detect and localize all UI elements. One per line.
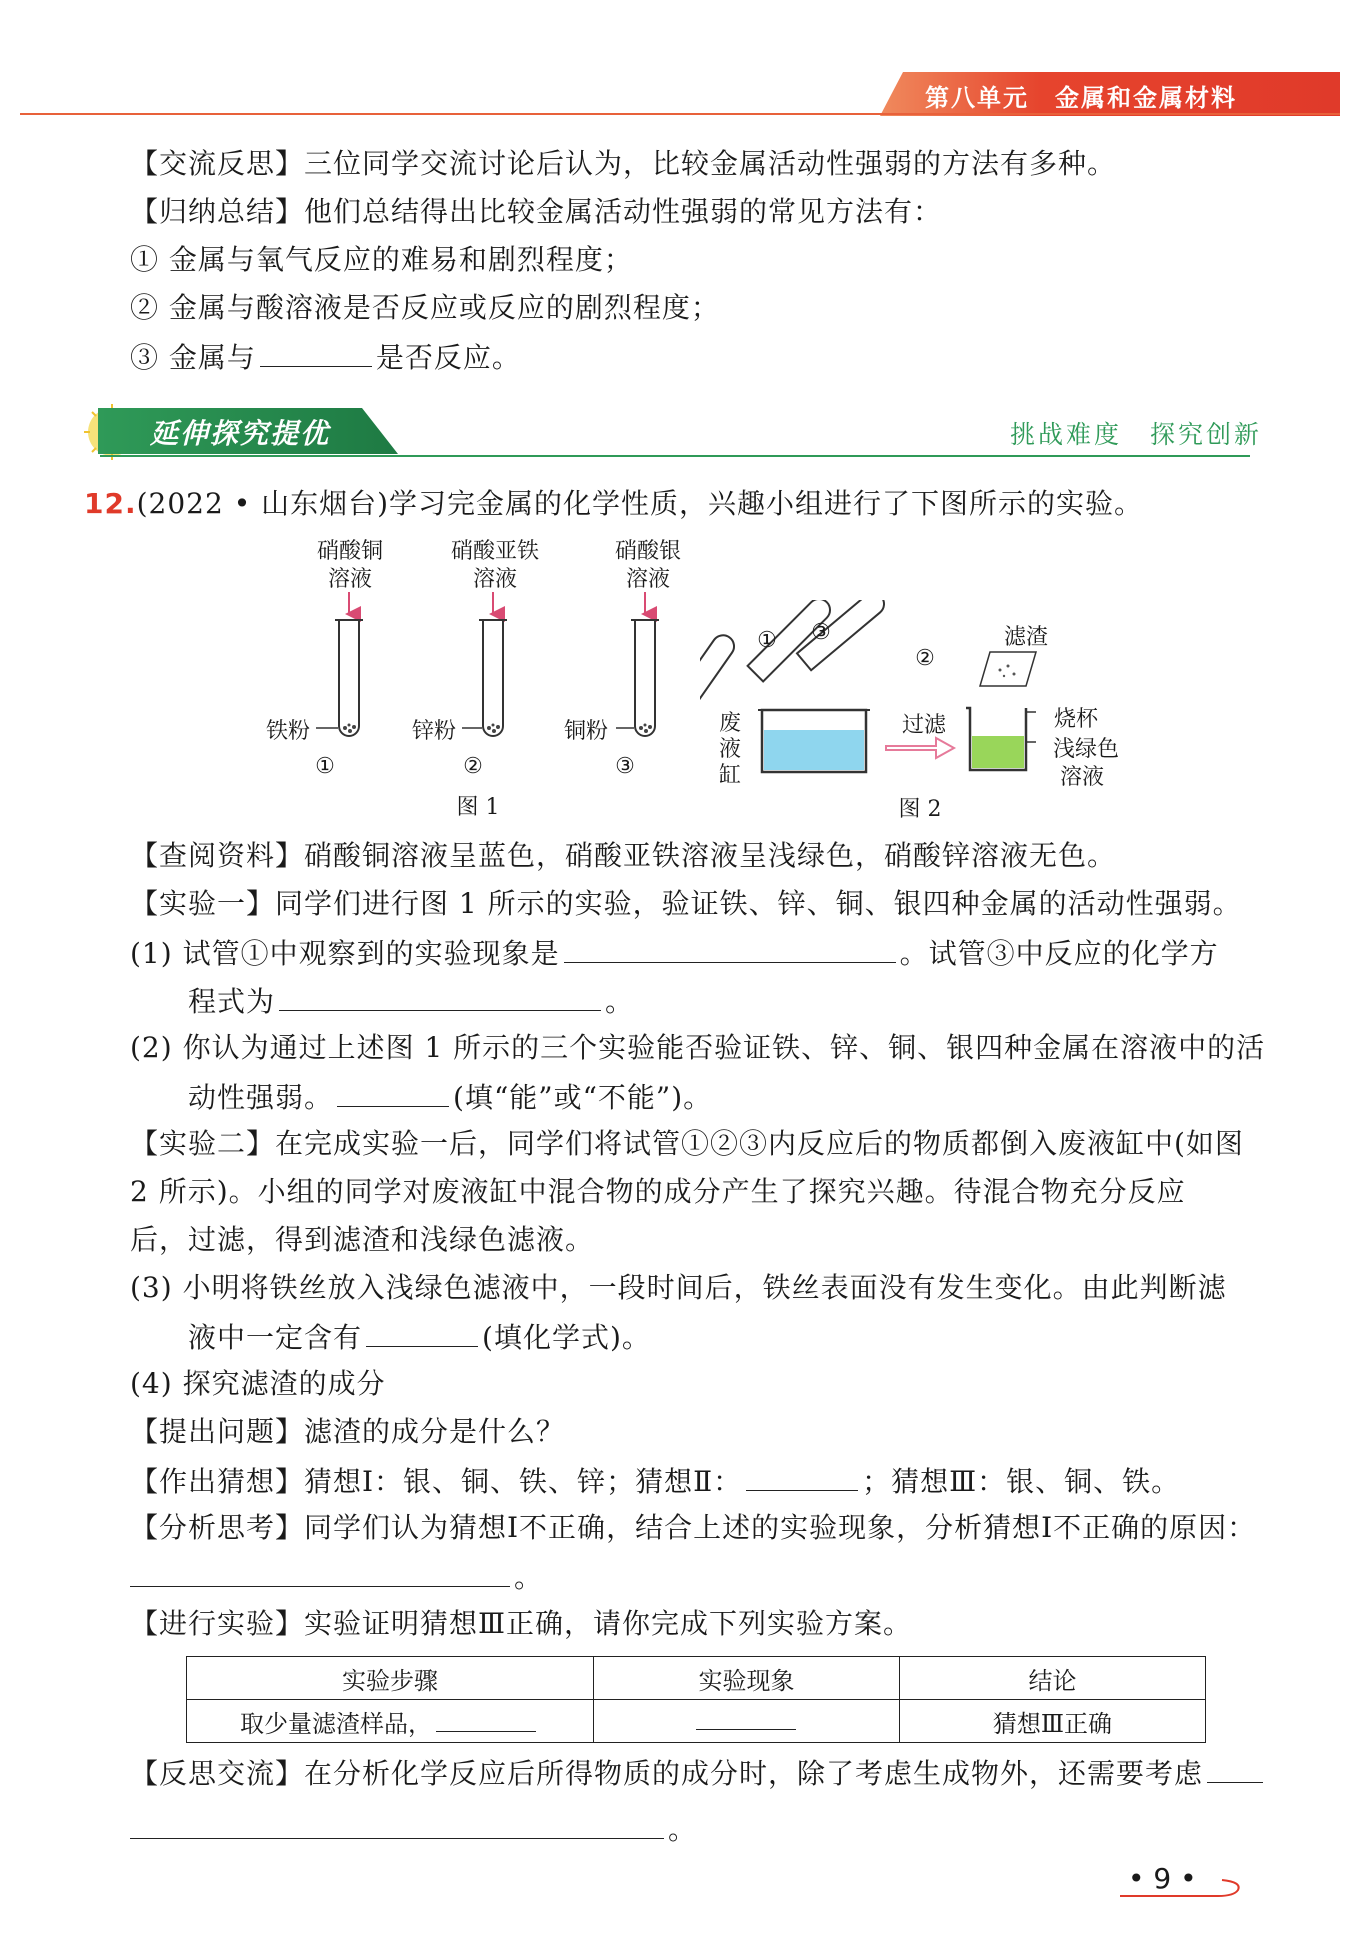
figure2-caption: 图 2 xyxy=(898,797,942,822)
beaker-label: 烧杯 xyxy=(1053,707,1098,732)
tube2-solid: 锌粉 xyxy=(411,719,456,744)
table-cell-step xyxy=(187,1700,594,1743)
reflection-text: 【反思交流】在分析化学反应后所得物质的成分时，除了考虑生成物外，还需要考虑 xyxy=(130,1757,1204,1790)
answer-blank-reflection-b[interactable] xyxy=(130,1808,664,1839)
tube1-index: ① xyxy=(315,754,335,779)
unit-title: 第八单元 金属和金属材料 xyxy=(925,84,1237,112)
table-cell-conclusion: 猜想Ⅲ正确 xyxy=(899,1700,1205,1743)
tube2-index: ② xyxy=(463,754,483,779)
table-header-phenomenon: 实验现象 xyxy=(593,1657,899,1700)
table-cell-phenomenon xyxy=(593,1700,899,1743)
q1-text-c: 程式为 xyxy=(188,985,276,1018)
reflection-line1 xyxy=(130,1752,1267,1794)
text-line-4: ② 金属与酸溶液是否反应或反应的剧烈程度； xyxy=(130,291,720,324)
fig2-tube-label-2: ② xyxy=(915,646,935,671)
tube3-solid: 铜粉 xyxy=(563,719,608,744)
answer-blank-step[interactable] xyxy=(436,1709,536,1732)
table-header-row xyxy=(187,1657,1206,1700)
answer-blank-q2[interactable] xyxy=(337,1076,449,1107)
hypothesis-text-a: 【作出猜想】猜想Ⅰ：银、铜、铁、锌；猜想Ⅱ： xyxy=(130,1465,743,1498)
page-swoosh-icon xyxy=(1118,1872,1248,1902)
q1-text-b: 。试管③中反应的化学方 xyxy=(899,937,1219,970)
figure1-tubes-drawing xyxy=(250,590,690,750)
waste-label-1: 废 xyxy=(718,711,741,736)
sub-question-1-line2 xyxy=(188,980,634,1022)
tube2-reagent-line1: 硝酸亚铁 xyxy=(450,539,539,564)
answer-blank-analysis[interactable] xyxy=(130,1556,510,1587)
q1-text-d: 。 xyxy=(605,985,635,1018)
question-source: (2022 • 山东烟台) xyxy=(136,487,390,520)
hypothesis xyxy=(130,1460,1180,1502)
tube3-reagent-line2: 溶液 xyxy=(625,567,670,592)
figure2-drawing xyxy=(700,600,1040,780)
raise-question: 【提出问题】滤渣的成分是什么？ xyxy=(130,1415,566,1448)
answer-blank-hypothesis-2[interactable] xyxy=(746,1460,858,1491)
header-rule xyxy=(20,113,1340,115)
page-number: • 9 • xyxy=(1128,1862,1197,1895)
section-subtitle: 挑战难度 探究创新 xyxy=(1010,420,1263,449)
fig2-tube-label-1: ① xyxy=(757,628,777,653)
answer-blank-1[interactable] xyxy=(260,336,372,367)
answer-blank-phenomenon[interactable] xyxy=(696,1707,796,1730)
text-line-2: 【归纳总结】他们总结得出比较金属活动性强弱的常见方法有： xyxy=(130,195,943,228)
tube3-index: ③ xyxy=(615,754,635,779)
conduct-experiment: 【进行实验】实验证明猜想Ⅲ正确，请你完成下列实验方案。 xyxy=(130,1607,913,1640)
waste-label-3: 缸 xyxy=(718,763,741,788)
tube3-reagent-line1: 硝酸银 xyxy=(614,539,681,564)
experiment-2-line3: 后，过滤，得到滤渣和浅绿色滤液。 xyxy=(130,1223,595,1256)
sub-question-3-line1: (3) 小明将铁丝放入浅绿色滤液中，一段时间后，铁丝表面没有发生变化。由此判断滤 xyxy=(130,1271,1227,1304)
reflection-line2 xyxy=(130,1808,697,1850)
solution-label-1: 浅绿色 xyxy=(1052,737,1119,762)
experiment-2-line1: 【实验二】在完成实验一后，同学们将试管①②③内反应后的物质都倒入废液缸中(如图 xyxy=(130,1127,1244,1160)
table-header-step: 实验步骤 xyxy=(187,1657,594,1700)
text-line-3: ① 金属与氧气反应的难易和剧烈程度； xyxy=(130,243,633,276)
answer-blank-q1-phenomenon[interactable] xyxy=(564,932,896,963)
sub-question-1-line1 xyxy=(130,932,1219,974)
q3-text-b: 液中一定含有 xyxy=(188,1321,363,1354)
experiment-1: 【实验一】同学们进行图 1 所示的实验，验证铁、锌、铜、银四种金属的活动性强弱。 xyxy=(130,887,1242,920)
figure1-caption: 图 1 xyxy=(456,795,500,820)
line5-prefix: ③ 金属与 xyxy=(130,341,256,374)
waste-label-2: 液 xyxy=(718,737,741,762)
solution-label-2: 溶液 xyxy=(1059,765,1104,790)
filter-label: 过滤 xyxy=(901,713,946,738)
q3-text-c: (填化学式)。 xyxy=(482,1321,651,1354)
sub-question-2-line1: (2) 你认为通过上述图 1 所示的三个实验能否验证铁、锌、铜、银四种金属在溶液中的活 xyxy=(130,1031,1266,1064)
section-title: 延伸探究提优 xyxy=(150,417,331,450)
q1-text-a: (1) 试管①中观察到的实验现象是 xyxy=(130,937,560,970)
tube1-solid: 铁粉 xyxy=(265,719,310,744)
q2-text-c: (填“能”或“不能”)。 xyxy=(453,1081,713,1114)
tube1-reagent-line1: 硝酸铜 xyxy=(316,539,383,564)
reference-material: 【查阅资料】硝酸铜溶液呈蓝色，硝酸亚铁溶液呈浅绿色，硝酸锌溶液无色。 xyxy=(130,839,1117,872)
reflection-end: 。 xyxy=(668,1813,698,1846)
answer-blank-reflection-a[interactable] xyxy=(1207,1752,1263,1783)
fig2-tube-label-3: ③ xyxy=(811,620,831,645)
table-row xyxy=(187,1700,1206,1743)
experiment-table xyxy=(186,1656,1206,1743)
question-number: 12. xyxy=(84,487,137,520)
analysis-line1: 【分析思考】同学们认为猜想Ⅰ不正确，结合上述的实验现象，分析猜想Ⅰ不正确的原因： xyxy=(130,1511,1257,1544)
tube1-reagent-line2: 溶液 xyxy=(327,567,372,592)
sub-question-3-line2 xyxy=(188,1316,651,1358)
sub-question-4: (4) 探究滤渣的成分 xyxy=(130,1367,386,1400)
residue-label: 滤渣 xyxy=(1003,625,1048,650)
experiment-2-line2: 2 所示)。小组的同学对废液缸中混合物的成分产生了探究兴趣。待混合物充分反应 xyxy=(130,1175,1186,1208)
question-text: 学习完金属的化学性质，兴趣小组进行了下图所示的实验。 xyxy=(389,487,1144,520)
table-header-conclusion: 结论 xyxy=(899,1657,1205,1700)
hypothesis-text-b: ；猜想Ⅲ：银、铜、铁。 xyxy=(862,1465,1181,1498)
question-12-stem xyxy=(84,484,1143,524)
analysis-line2 xyxy=(130,1556,543,1598)
step-text: 取少量滤渣样品， xyxy=(239,1709,432,1738)
tube2-reagent-line2: 溶液 xyxy=(472,567,517,592)
section-rule xyxy=(100,455,1250,457)
sub-question-2-line2 xyxy=(188,1076,712,1118)
q2-text-b: 动性强弱。 xyxy=(188,1081,334,1114)
answer-blank-q3[interactable] xyxy=(366,1316,478,1347)
line5-suffix: 是否反应。 xyxy=(375,341,521,374)
answer-blank-q1-equation[interactable] xyxy=(279,980,601,1011)
text-line-1: 【交流反思】三位同学交流讨论后认为，比较金属活动性强弱的方法有多种。 xyxy=(130,147,1117,180)
text-line-5 xyxy=(130,336,521,378)
analysis-end: 。 xyxy=(514,1561,544,1594)
